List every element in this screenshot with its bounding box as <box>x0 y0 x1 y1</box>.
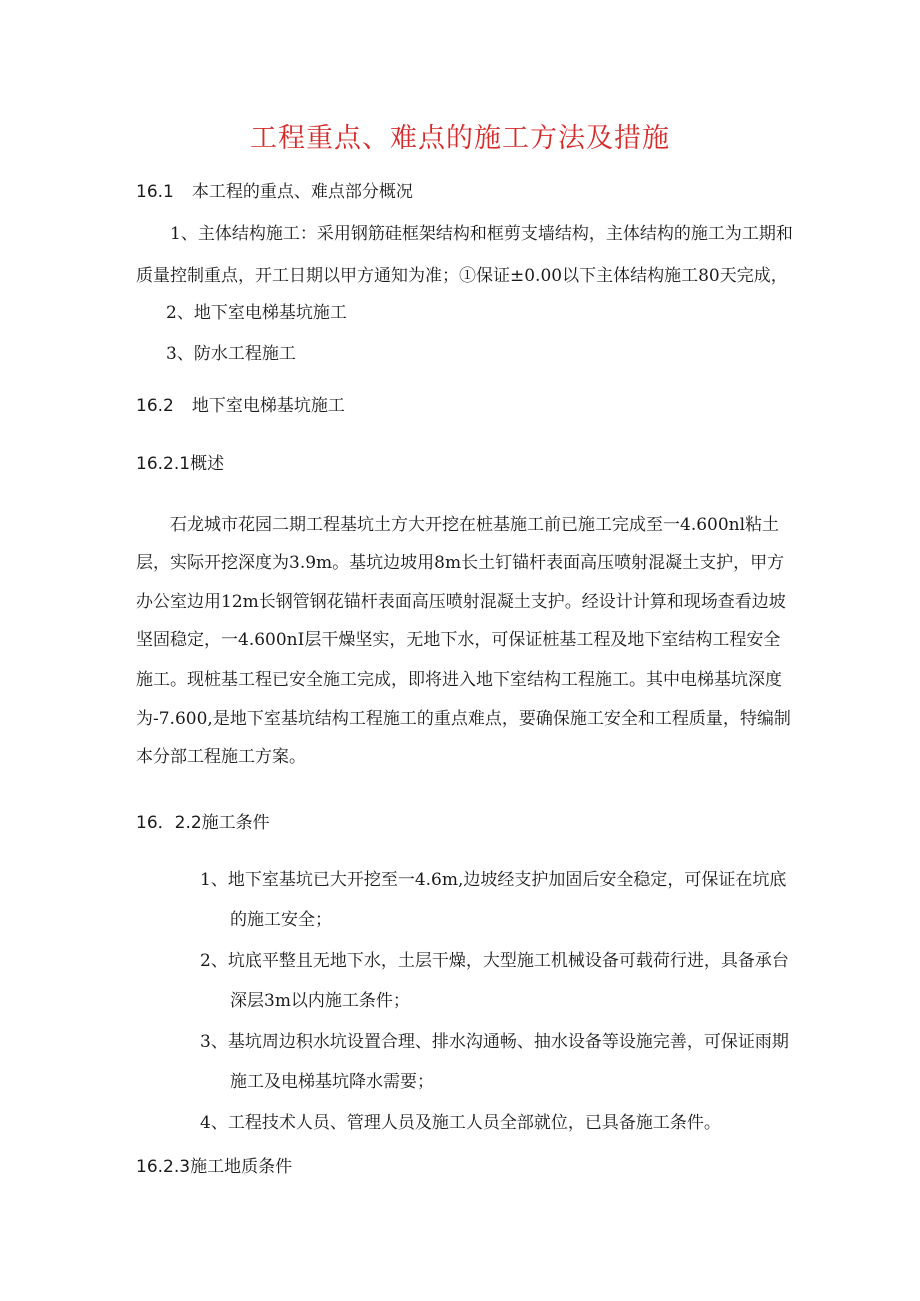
section-heading-16-1 <box>136 180 413 204</box>
list-item: 3、防水工程施工 <box>166 344 296 364</box>
list-item: 3、基坑周边积水坑设置合理、排水沟通畅、抽水设备等设施完善，可保证雨期 <box>200 1032 789 1052</box>
list-item-continuation: 深层3m以内施工条件； <box>230 991 410 1011</box>
list-item: 1、地下室基坑已大开挖至一4.6m,边坡经支护加固后安全稳定，可保证在坑底 <box>200 870 787 890</box>
subsection-heading-16-2-2: 16．2.2施工条件 <box>136 813 270 833</box>
subsection-heading-16-2-3: 16.2.3施工地质条件 <box>136 1157 293 1177</box>
list-item: 2、地下室电梯基坑施工 <box>166 303 347 323</box>
paragraph-line: 石龙城市花园二期工程基坑土方大开挖在桩基施工前已施工完成至一4.600nl粘土 <box>170 515 780 535</box>
document-title: 工程重点、难点的施工方法及措施 <box>250 123 670 154</box>
paragraph-line: 层，实际开挖深度为3.9m。基坑边坡用8m长土钉锚杆表面高压喷射混凝土支护，甲方 <box>136 553 785 573</box>
list-item-continuation: 的施工安全； <box>230 910 332 930</box>
paragraph-line: 坚固稳定，一4.600nI层干燥坚实，无地下水，可保证桩基工程及地下室结构工程安全 <box>136 630 781 650</box>
list-item-continuation: 质量控制重点，开工日期以甲方通知为准；①保证±0.00以下主体结构施工80天完成， <box>136 266 788 286</box>
list-item: 4、工程技术人员、管理人员及施工人员全部就位，已具备施工条件。 <box>200 1113 721 1133</box>
list-item-continuation: 施工及电梯基坑降水需要； <box>230 1072 434 1092</box>
section-number: 16.2 <box>136 396 174 416</box>
section-heading-16-2 <box>136 394 345 418</box>
paragraph-line: 办公室边用12m长钢管钢花锚杆表面高压喷射混凝土支护。经设计计算和现场查看边坡 <box>136 592 786 612</box>
paragraph-line: 为-7.600,是地下室基坑结构工程施工的重点难点，要确保施工安全和工程质量，特编制 <box>136 709 791 729</box>
section-number: 16.1 <box>136 182 174 202</box>
section-title: 地下室电梯基坑施工 <box>191 396 345 416</box>
section-title: 本工程的重点、难点部分概况 <box>191 182 413 202</box>
list-item: 1、主体结构施工：采用钢筋硅框架结构和框剪支墙结构，主体结构的施工为工期和 <box>170 224 793 244</box>
list-item: 2、坑底平整且无地下水，土层干燥，大型施工机械设备可载荷行进，具备承台 <box>200 951 789 971</box>
paragraph-line: 本分部工程施工方案。 <box>136 747 306 767</box>
subsection-heading-16-2-1: 16.2.1概述 <box>136 454 225 474</box>
paragraph-line: 施工。现桩基工程已安全施工完成，即将进入地下室结构工程施工。其中电梯基坑深度 <box>136 670 782 690</box>
